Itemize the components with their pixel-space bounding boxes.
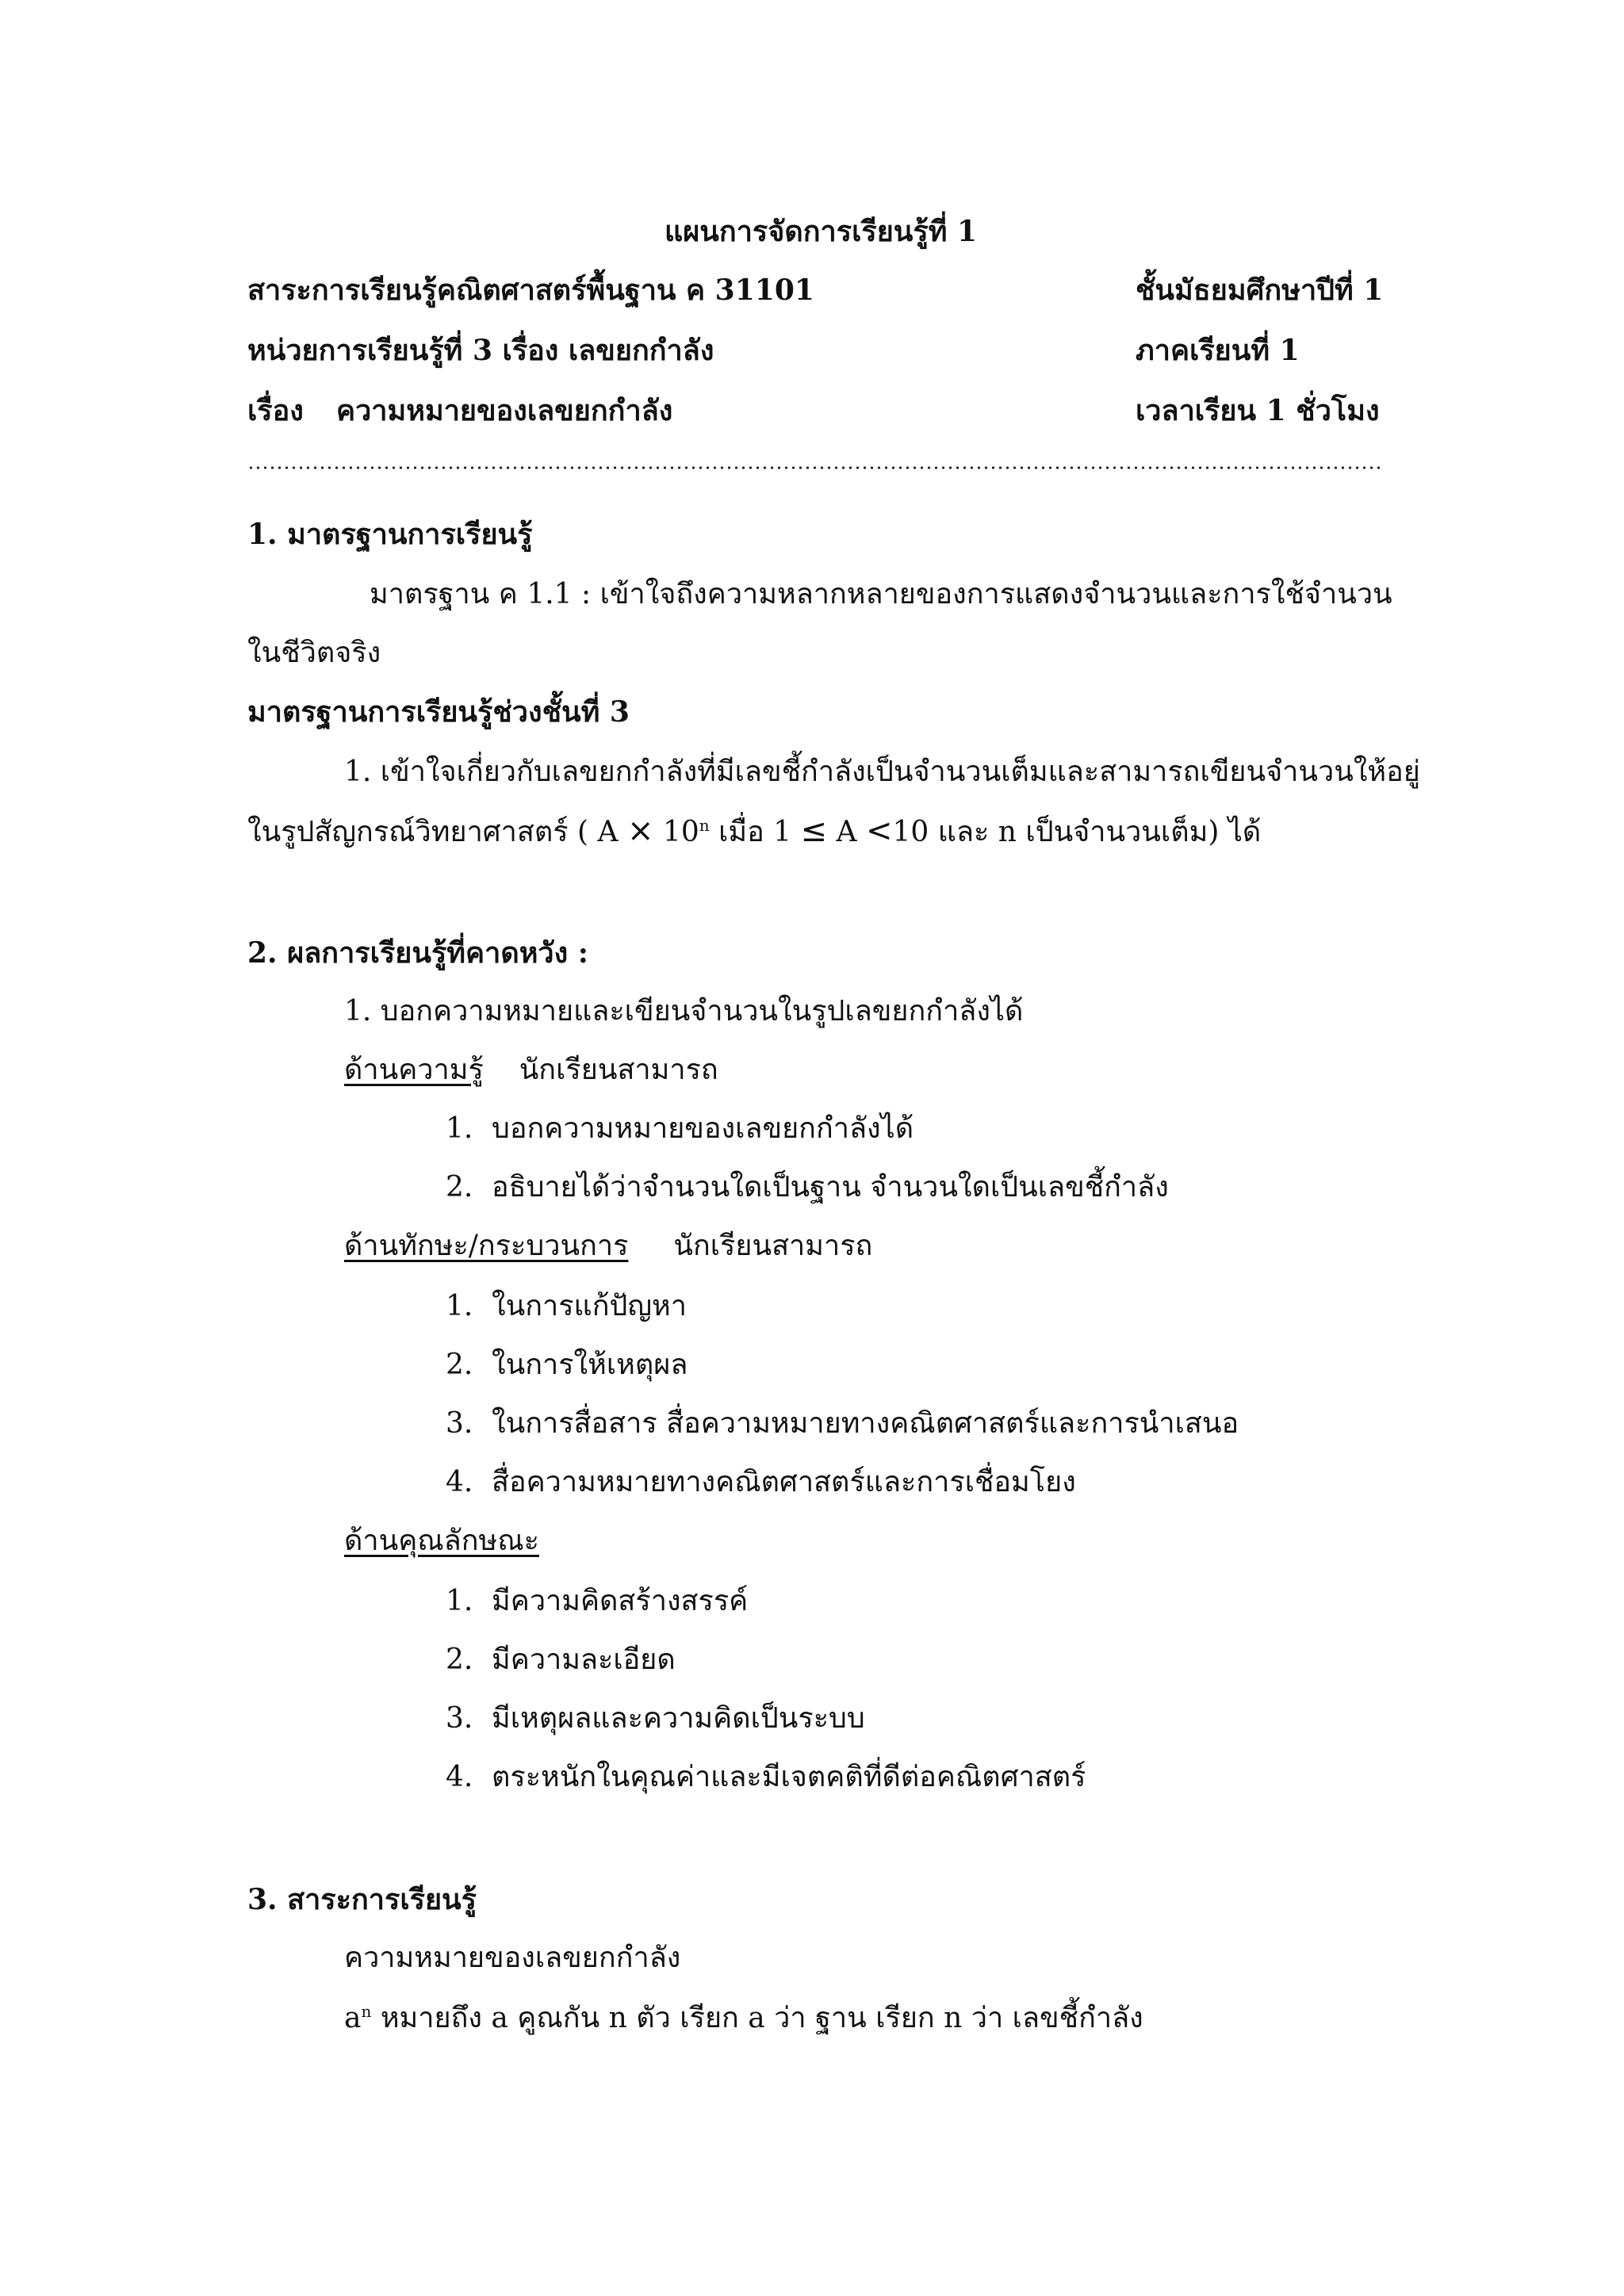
section1-heading: 1. มาตรฐานการเรียนรู้ bbox=[247, 518, 533, 551]
topic-name: ความหมายของเลขยกกำลัง bbox=[336, 394, 673, 427]
list-number: 4. bbox=[446, 1466, 473, 1498]
knowledge-suffix: นักเรียนสามารถ bbox=[519, 1054, 718, 1086]
section3-heading: 3. สาระการเรียนรู้ bbox=[247, 1883, 477, 1916]
list-item-text: ในการสื่อสาร สื่อความหมายทางคณิตศาสตร์และการนำเสนอ bbox=[492, 1407, 1239, 1440]
base-ten: 10 bbox=[662, 816, 699, 848]
exponent-n: n bbox=[699, 816, 710, 835]
section3-topic: ความหมายของเลขยกกำลัง bbox=[344, 1942, 681, 1974]
standard-item-1-line-2 bbox=[247, 812, 1261, 851]
less-equal-symbol: ≤ bbox=[800, 813, 828, 849]
knowledge-heading bbox=[344, 1051, 718, 1089]
knowledge-item bbox=[446, 1169, 1169, 1207]
attributes-item bbox=[446, 1758, 1086, 1797]
list-item-text: ตระหนักในคุณค่าและมีเจตคติที่ดีต่อคณิตศาสตร์ bbox=[492, 1761, 1086, 1793]
skills-item bbox=[446, 1464, 1076, 1502]
list-number: 3. bbox=[446, 1702, 473, 1735]
list-number: 2. bbox=[446, 1171, 473, 1203]
attributes-heading bbox=[344, 1522, 539, 1560]
attributes-item bbox=[446, 1582, 748, 1621]
condition-end-text: 10 และ n เป็นจำนวนเต็ม) ได้ bbox=[892, 816, 1262, 848]
document-title: แผนการจัดการเรียนรู้ที่ 1 bbox=[665, 215, 978, 248]
skills-label: ด้านทักษะ/กระบวนการ bbox=[344, 1230, 629, 1262]
attributes-item bbox=[446, 1641, 676, 1679]
list-item-text: อธิบายได้ว่าจำนวนใดเป็นฐาน จำนวนใดเป็นเลขชี้กำลัง bbox=[492, 1171, 1169, 1203]
skills-suffix: นักเรียนสามารถ bbox=[673, 1230, 873, 1262]
list-item-text: สื่อความหมายทางคณิตศาสตร์และการเชื่อมโยง bbox=[492, 1466, 1076, 1498]
list-item-text: ในการแก้ปัญหา bbox=[492, 1290, 688, 1322]
topic-label: เรื่อง bbox=[247, 394, 304, 427]
condition-text: เมื่อ 1 bbox=[718, 816, 792, 848]
standard-line-1: มาตรฐาน ค 1.1 : เข้าใจถึงความหลากหลายของการแสดงจำนวนและการใช้จำนวน bbox=[370, 578, 1392, 610]
semester: ภาคเรียนที่ 1 bbox=[1136, 334, 1300, 367]
list-number: 1. bbox=[446, 1112, 473, 1145]
list-number: 1. bbox=[446, 1290, 473, 1322]
dotted-separator bbox=[247, 465, 1383, 471]
list-item-text: มีความคิดสร้างสรรค์ bbox=[492, 1585, 749, 1617]
skills-item bbox=[446, 1405, 1239, 1443]
definition-text: หมายถึง a คูณกัน n ตัว เรียก a ว่า ฐาน เรียก n ว่า เลขชี้กำลัง bbox=[380, 2002, 1143, 2034]
list-item-text: มีความละเอียด bbox=[492, 1644, 676, 1676]
skills-heading bbox=[344, 1227, 872, 1265]
unit-line: หน่วยการเรียนรู้ที่ 3 เรื่อง เลขยกกำลัง bbox=[247, 334, 714, 367]
knowledge-item bbox=[446, 1110, 914, 1148]
times-symbol: × bbox=[626, 813, 654, 849]
subject-line: สาระการเรียนรู้คณิตศาสตร์พื้นฐาน ค 31101 bbox=[247, 274, 814, 307]
grade-level: ชั้นมัธยมศึกษาปีที่ 1 bbox=[1136, 274, 1384, 307]
list-item-text: บอกความหมายของเลขยกกำลังได้ bbox=[492, 1112, 914, 1145]
exponent-n: n bbox=[361, 2002, 372, 2021]
exponent-definition bbox=[344, 1999, 1143, 2038]
section2-heading: 2. ผลการเรียนรู้ที่คาดหวัง : bbox=[247, 936, 589, 970]
standard-line-2: ในชีวิตจริง bbox=[247, 637, 381, 669]
class-duration: เวลาเรียน 1 ชั่วโมง bbox=[1136, 394, 1380, 427]
variable-a: A bbox=[836, 816, 857, 848]
list-number: 3. bbox=[446, 1407, 473, 1440]
list-number: 4. bbox=[446, 1761, 473, 1793]
skills-item bbox=[446, 1346, 688, 1384]
expected-outcome: 1. บอกความหมายและเขียนจำนวนในรูปเลขยกกำลังได้ bbox=[344, 995, 1024, 1027]
scientific-notation-text: ในรูปสัญกรณ์วิทยาศาสตร์ ( A bbox=[247, 816, 619, 848]
standard-item-1-line-1: 1. เข้าใจเกี่ยวกับเลขยกกำลังที่มีเลขชี้กำลังเป็นจำนวนเต็มและสามารถเขียนจำนวนให้อยู่ bbox=[344, 756, 1420, 788]
base-a: a bbox=[344, 2002, 362, 2034]
skills-item bbox=[446, 1288, 687, 1326]
attributes-label: ด้านคุณลักษณะ bbox=[344, 1525, 540, 1557]
list-number: 1. bbox=[446, 1585, 473, 1617]
list-item-text: มีเหตุผลและความคิดเป็นระบบ bbox=[492, 1702, 865, 1735]
list-item-text: ในการให้เหตุผล bbox=[492, 1349, 688, 1381]
list-number: 2. bbox=[446, 1644, 473, 1676]
attributes-item bbox=[446, 1700, 865, 1738]
less-than-symbol: < bbox=[865, 813, 893, 849]
section1-subheading: มาตรฐานการเรียนรู้ช่วงชั้นที่ 3 bbox=[247, 695, 630, 729]
knowledge-label: ด้านความรู้ bbox=[344, 1054, 484, 1086]
list-number: 2. bbox=[446, 1349, 473, 1381]
